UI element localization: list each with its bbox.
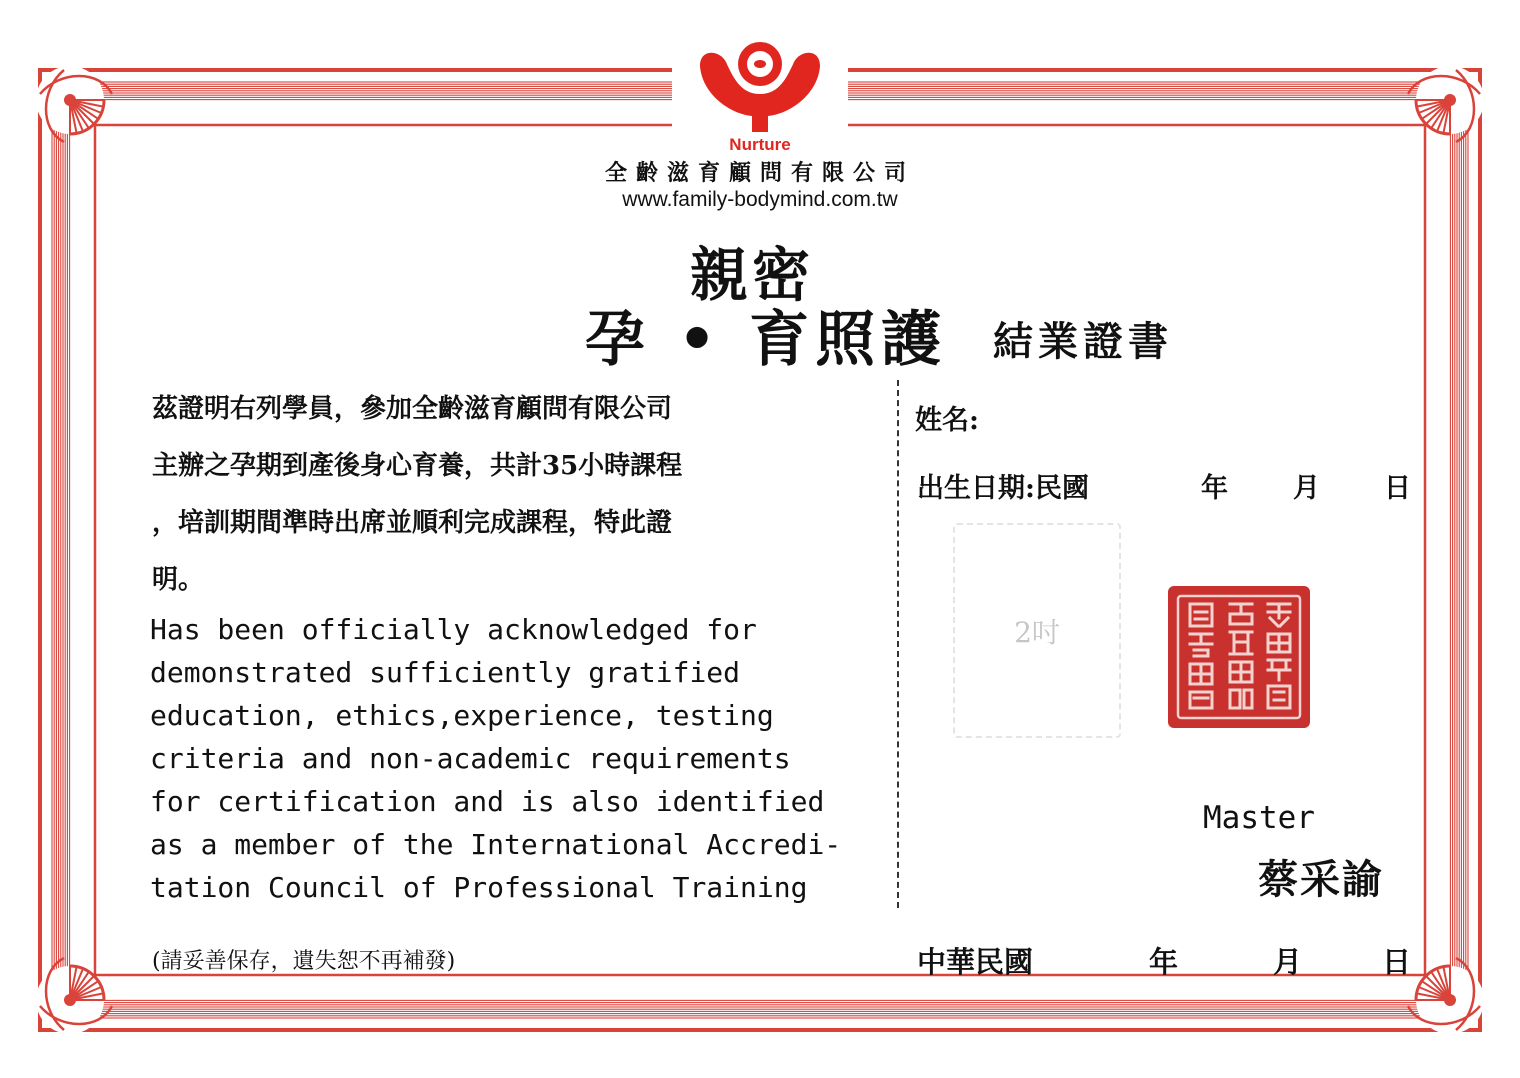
english-statement-line: as a member of the International Accredi- (150, 828, 842, 861)
birth-year-label: 年 (1201, 473, 1228, 504)
english-statement-line: education, ethics,experience, testing (150, 699, 774, 732)
signature-title: Master (1203, 800, 1315, 836)
english-statement-line: Has been officially acknowledged for (150, 613, 757, 646)
chinese-statement (152, 388, 872, 616)
chinese-statement-line: ，培訓期間準時出席並順利完成課程，特此證 (152, 508, 673, 538)
corner-ornament-icon (36, 66, 112, 142)
photo-placeholder (953, 523, 1121, 738)
english-statement-line: criteria and non-academic requirements (150, 742, 791, 775)
logo-brand-text: Nurture (729, 135, 791, 154)
issue-month-label: 月 (1273, 945, 1303, 979)
birth-day-label: 日 (1384, 473, 1411, 504)
birth-date-label: 出生日期:民國 (917, 473, 1089, 504)
english-statement (150, 608, 890, 909)
birth-month-label: 月 (1293, 473, 1320, 504)
nurture-logo-icon (690, 36, 830, 156)
company-seal-icon (1168, 586, 1310, 728)
photo-size-label: 2吋 (1014, 615, 1060, 649)
certificate-title-line2: 孕 • 育照護 (585, 305, 948, 375)
corner-ornament-icon (1408, 66, 1484, 142)
issue-day-label: 日 (1382, 945, 1412, 979)
certificate-title-line1: 親密 (690, 241, 815, 309)
issue-year-label: 年 (1149, 945, 1179, 979)
safekeeping-note: (請妥善保存，遺失恕不再補發) (152, 949, 456, 974)
company-name: 全齡滋育顧問有限公司 (604, 161, 915, 186)
student-name-label: 姓名: (915, 405, 979, 436)
dashed-divider (897, 380, 899, 908)
corner-ornament-icon (1408, 958, 1484, 1034)
english-statement-line: demonstrated sufficiently gratified (150, 656, 741, 689)
english-statement-line: for certification and is also identified (150, 785, 825, 818)
chinese-statement-line: 茲證明右列學員，參加全齡滋育顧問有限公司 (152, 394, 673, 424)
issue-date-label: 中華民國 (917, 945, 1034, 979)
chinese-statement-line: 主辦之孕期到產後身心育養，共計35小時課程 (152, 451, 683, 481)
english-statement-line: tation Council of Professional Training (150, 871, 808, 904)
chinese-statement-line: 明。 (152, 565, 205, 595)
signer-name: 蔡采諭 (1258, 856, 1384, 903)
company-url: www.family-bodymind.com.tw (622, 188, 898, 211)
corner-ornament-icon (36, 958, 112, 1034)
certificate-title-suffix: 結業證書 (993, 318, 1173, 365)
